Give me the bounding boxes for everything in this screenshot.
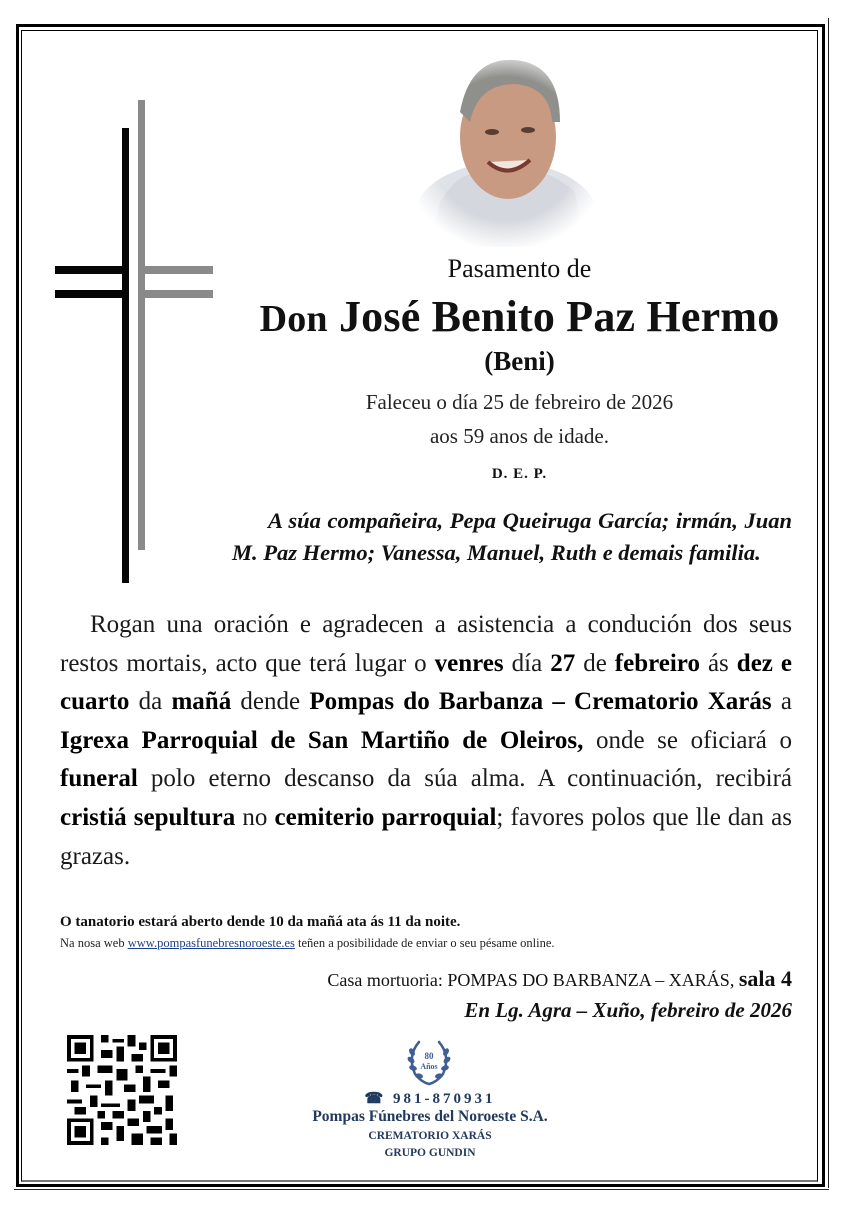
company-name: Pompas Fúnebres del Noroeste S.A.: [312, 1108, 548, 1125]
phone-number: ☎ 981-870931: [364, 1091, 496, 1107]
web-condolence-line: Na nosa web www.pompasfunebresnoroeste.es teñen a posibilidade de enviar o seu pésame online.: [60, 936, 555, 950]
honorific: Don: [259, 298, 328, 340]
website-link[interactable]: www.pompasfunebresnoroeste.es: [127, 936, 295, 950]
phone-icon: ☎: [364, 1091, 387, 1107]
nickname: (Beni): [484, 346, 555, 376]
crematorium-name: CREMATORIO XARÁS: [368, 1130, 492, 1142]
border-line-bottom: [14, 1189, 829, 1190]
age-line: aos 59 anos de idade.: [429, 424, 610, 448]
place-date: En Lg. Agra – Xuño, febreiro de 2026: [464, 998, 792, 1022]
tanatorio-hours: O tanatorio estará aberto dende 10 da mañá ata ás 11 da noite.: [60, 914, 461, 930]
dep-text: D. E. P.: [491, 466, 548, 482]
funeral-home: Casa mortuoria: POMPAS DO BARBANZA – XARÁS, sala 4: [327, 966, 792, 991]
deceased-name: [232, 291, 807, 342]
anniversary-laurel-icon: [403, 1038, 455, 1086]
portrait-photo: [400, 42, 612, 247]
cross-icon: [50, 98, 220, 598]
border-line-right: [828, 18, 829, 1188]
badge-number: 80: [424, 1051, 434, 1061]
group-name: GRUPO GUNDIN: [384, 1147, 476, 1159]
qr-code[interactable]: [66, 1035, 178, 1145]
intro-text: Pasamento de: [447, 254, 592, 283]
full-name: José Benito Paz Hermo: [338, 292, 780, 341]
death-date: Faleceu o día 25 de febreiro de 2026: [365, 390, 674, 414]
ceremony-details: Rogan una oración e agradecen a asistencia a condución dos seus restos mortais, acto que terá lugar o venres día 27 de febreiro ás dez e cuarto da mañá dende Pompas do Barbanza – Crematorio Xarás a Igrexa Parroquial de San Martiño de Oleiros, onde se oficiará o funeral polo eterno descanso da súa alma. A continuación, recibirá cristiá sepultura no cemiterio parroquial; favores polos que lle dan as grazas.: [60, 611, 793, 870]
room-number: sala 4: [738, 966, 792, 991]
family-list: A súa compañeira, Pepa Queiruga García; irmán, Juan M. Paz Hermo; Vanessa, Manuel, Ruth e demais familia.: [232, 508, 792, 565]
badge-text: Años: [420, 1062, 438, 1071]
